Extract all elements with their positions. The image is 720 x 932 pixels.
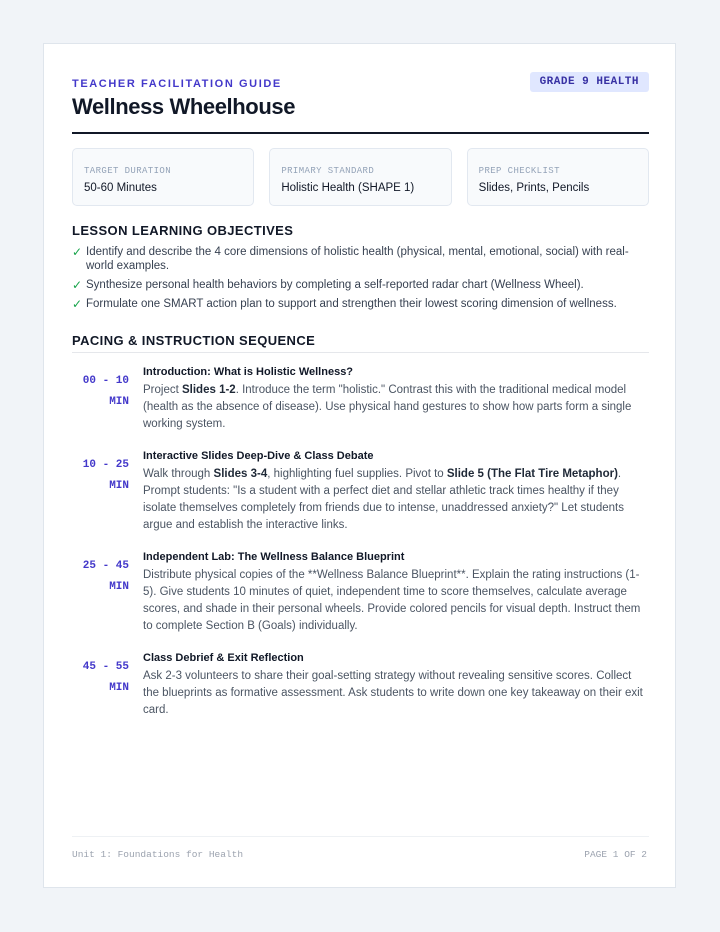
step-text-part: . Prompt students: "Is a student with a perfect diet and stellar athletic track times healthy if they isolate themselves completely from friends due to intense, unaddressed anxiety?" Let students argue and establish the interactive links. [143,468,624,531]
page-number: PAGE 1 OF 2 [584,849,647,860]
objective-text: Identify and describe the 4 core dimensions of holistic health (physical, mental, emotional, social) with real-world examples. [86,246,629,272]
sequence-heading: PACING & INSTRUCTION SEQUENCE [72,333,316,348]
step-text-emphasis: Slide 5 (The Flat Tire Metaphor) [446,468,618,480]
objectives-list [72,245,649,316]
step-text: Ask 2-3 volunteers to share their goal-setting strategy without revealing sensitive scores. Collect the blueprints as formative assessment. Ask students to write down one key takeaway on their exit card. [143,670,643,716]
step-text-emphasis: Slides 3-4 [213,468,268,480]
step-time-range: 45 - 55 [82,661,129,673]
step-text-part: Project [143,384,182,396]
card-primary-standard [269,148,451,206]
objective-item [72,278,649,292]
step-text-part: Walk through [143,468,214,480]
objective-item [72,245,649,273]
guide-kicker: TEACHER FACILITATION GUIDE [72,78,282,90]
step-body [143,550,649,635]
check-icon: ✓ [72,297,83,311]
step-time-range: 10 - 25 [82,459,129,471]
step-title: Independent Lab: The Wellness Balance Blueprint [143,551,405,563]
step-body [143,651,649,719]
step-body [143,449,649,534]
check-icon: ✓ [72,245,83,259]
sequence-divider [72,352,649,353]
card-value: 50-60 Minutes [84,182,157,194]
objectives-heading: LESSON LEARNING OBJECTIVES [72,223,294,238]
card-label: PRIMARY STANDARD [281,166,375,176]
page-title: Wellness Wheelhouse [72,94,296,119]
step-time [72,556,129,598]
step-time-range: 25 - 45 [82,560,129,572]
card-label: TARGET DURATION [84,166,172,176]
step-time-range: 00 - 10 [82,375,129,387]
step-text [143,466,649,534]
grade-badge: GRADE 9 HEALTH [530,72,649,92]
step-text [143,382,649,433]
objective-text: Synthesize personal health behaviors by completing a self-reported radar chart (Wellness Wheel). [86,279,584,291]
card-label: PREP CHECKLIST [478,166,560,176]
step-time-unit: MIN [109,682,129,694]
footer-divider [72,836,649,837]
step-time [72,371,129,413]
step-text-emphasis: Slides 1-2 [182,384,236,396]
step-time-unit: MIN [109,581,129,593]
step-time [72,455,129,497]
step-time-unit: MIN [109,480,129,492]
step-time [72,657,129,699]
step-title: Class Debrief & Exit Reflection [143,652,304,664]
footer-unit-label: Unit 1: Foundations for Health [72,849,244,860]
title-divider [72,132,649,134]
objective-text: Formulate one SMART action plan to support and strengthen their lowest scoring dimension of wellness. [86,298,617,310]
objective-item [72,297,649,311]
summary-cards [72,148,649,208]
step-text: Distribute physical copies of the **Wellness Balance Blueprint**. Explain the rating instructions (1-5). Give students 10 minutes of quiet, independent time to score themselves, calculate average scores, and shade in their personal wheels. Provide colored pencils for visual depth. Instruct them to complete Section B (Goals) individually. [143,569,641,632]
document-page [43,43,676,888]
card-value: Slides, Prints, Pencils [478,182,590,194]
step-text-part: . Introduce the term "holistic." Contrast this with the traditional medical model (health as the absence of disease). Use physical hand gestures to show how parts form a single working system. [143,384,632,430]
card-target-duration [72,148,254,206]
card-prep-checklist [467,148,649,206]
step-text-part: , highlighting fuel supplies. Pivot to [267,468,447,480]
step-title: Introduction: What is Holistic Wellness? [143,366,354,378]
check-icon: ✓ [72,278,83,292]
step-title: Interactive Slides Deep-Dive & Class Debate [143,450,374,462]
step-body [143,365,649,433]
card-value: Holistic Health (SHAPE 1) [281,182,415,194]
step-time-unit: MIN [109,396,129,408]
